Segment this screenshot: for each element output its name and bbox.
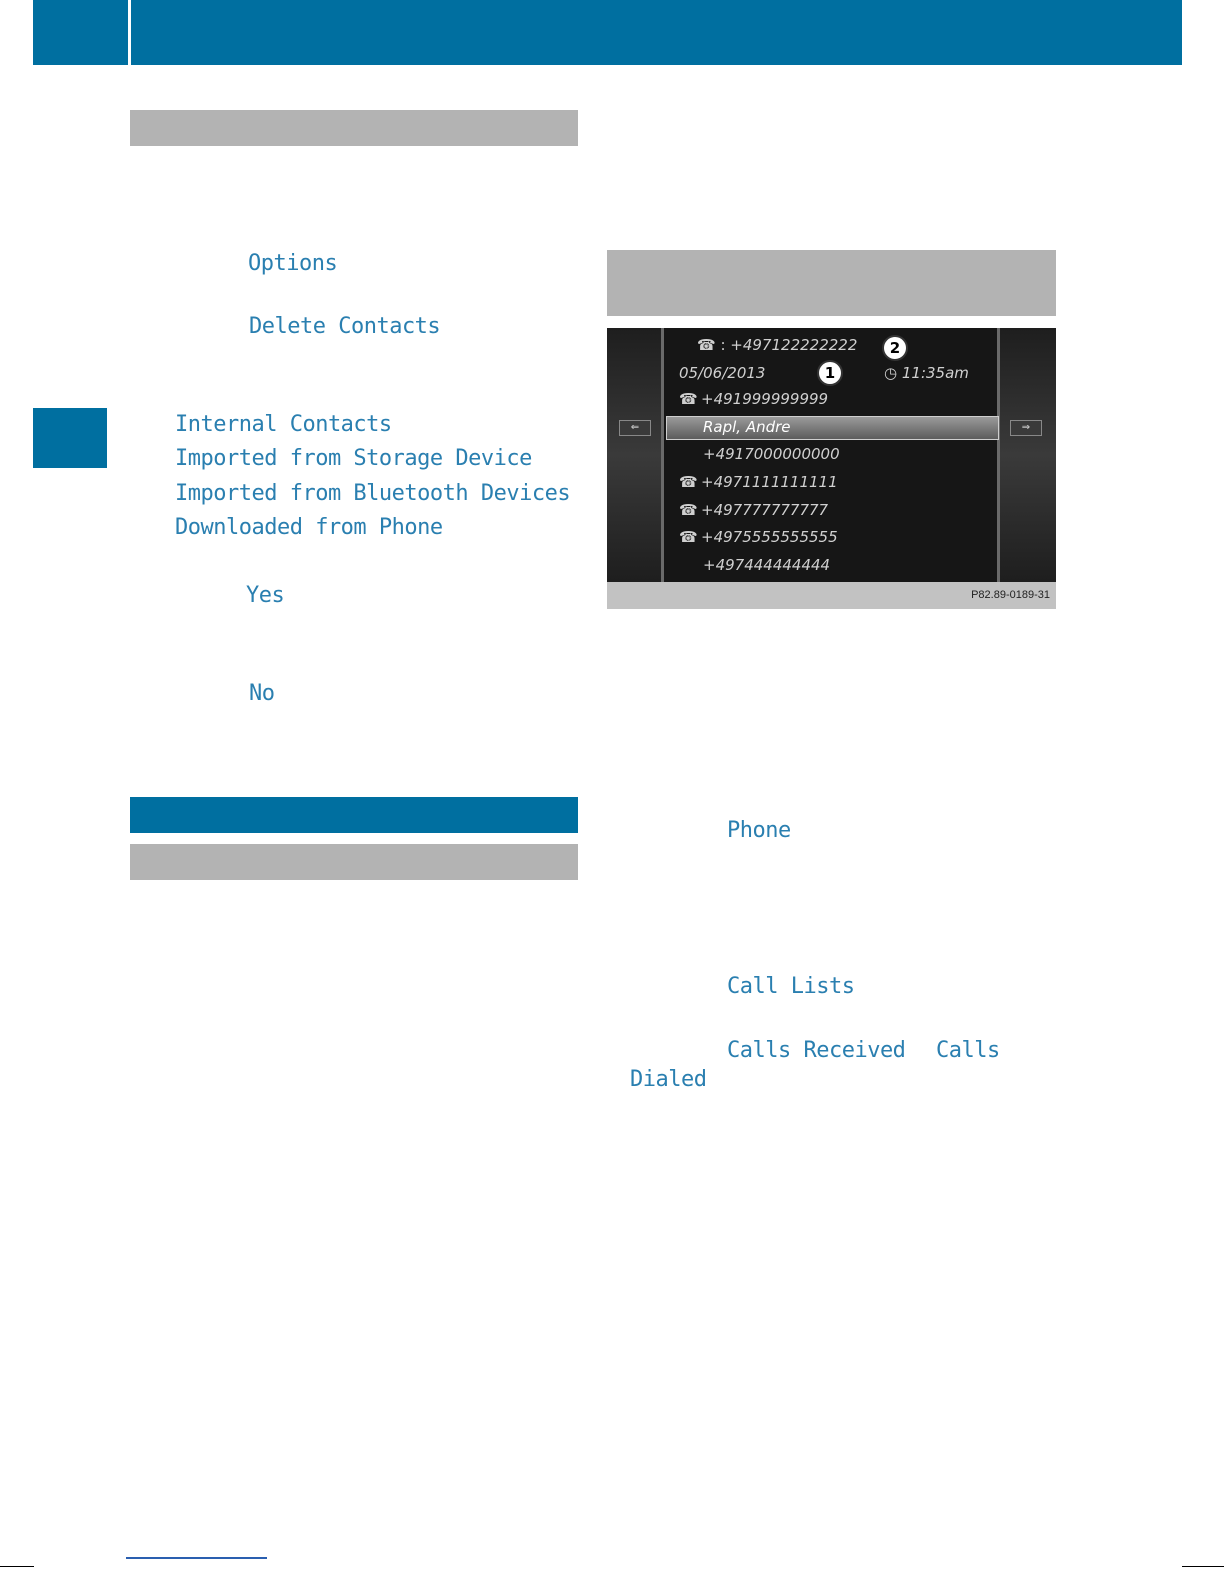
call-row-selected xyxy=(703,418,791,436)
callout-2: 2 xyxy=(882,335,908,361)
phone-symbol-icon: ☎ : xyxy=(697,336,731,354)
call-icon: ☎ xyxy=(679,528,698,546)
menu-item-no: No xyxy=(249,681,275,706)
screen-divider-left xyxy=(661,328,664,582)
back-icon: ⇐ xyxy=(619,420,651,436)
menu-item-yes: Yes xyxy=(246,583,285,608)
menu-item-imported-storage: Imported from Storage Device xyxy=(175,446,532,471)
date-text: 05/06/2013 xyxy=(679,364,766,382)
screen-left-panel xyxy=(607,328,661,582)
call-icon: ☎ xyxy=(679,501,698,519)
call-row-text: Rapl, Andre xyxy=(703,418,791,436)
menu-item-call-lists: Call Lists xyxy=(727,974,855,999)
time-line xyxy=(884,364,969,382)
forward-icon: ⇒ xyxy=(1010,420,1042,436)
crop-mark-left xyxy=(0,1566,34,1567)
header-bar-left xyxy=(33,0,128,65)
call-row-text: +491999999999 xyxy=(701,390,829,408)
menu-item-delete-contacts: Delete Contacts xyxy=(249,314,441,339)
crop-mark-right xyxy=(1182,1566,1224,1567)
header-bar xyxy=(131,0,1182,65)
image-code: P82.89-0189-31 xyxy=(971,589,1050,601)
call-row-text: +497777777777 xyxy=(701,501,829,519)
screen-divider-right xyxy=(997,328,1000,582)
call-icon: ☎ xyxy=(679,390,698,408)
call-row-text: +4975555555555 xyxy=(701,528,838,546)
figure-heading-bar xyxy=(607,250,1056,316)
section-heading-bar xyxy=(130,110,578,146)
chapter-heading-bar xyxy=(130,797,578,833)
call-icon: ☎ xyxy=(679,473,698,491)
menu-item-dialed: Dialed xyxy=(630,1067,707,1092)
menu-item-internal-contacts: Internal Contacts xyxy=(175,412,392,437)
call-row xyxy=(679,501,828,519)
call-row xyxy=(679,528,838,546)
call-list-screenshot xyxy=(607,328,1056,582)
menu-item-options: Options xyxy=(248,251,338,276)
clock-icon: ◷ xyxy=(884,364,902,382)
section-heading-bar-2 xyxy=(130,844,578,880)
call-row xyxy=(679,473,838,491)
call-row xyxy=(679,390,828,408)
call-row xyxy=(703,445,840,463)
date-line xyxy=(679,364,765,382)
image-caption-bar xyxy=(607,582,1056,609)
time-text: 11:35am xyxy=(901,364,969,382)
menu-item-imported-bluetooth: Imported from Bluetooth Devices xyxy=(175,481,571,506)
menu-item-phone: Phone xyxy=(727,818,791,843)
footer-link-underline xyxy=(126,1557,267,1559)
menu-item-downloaded-phone: Downloaded from Phone xyxy=(175,515,443,540)
call-row xyxy=(703,556,830,574)
number-line xyxy=(697,336,857,354)
menu-item-calls: Calls xyxy=(936,1038,1000,1063)
number-line-text: +497122222222 xyxy=(730,336,858,354)
menu-item-calls-received: Calls Received xyxy=(727,1038,906,1063)
call-row-text: +4971111111111 xyxy=(701,473,838,491)
call-row-text: +4917000000000 xyxy=(703,445,840,463)
chapter-tab xyxy=(33,408,107,468)
callout-1: 1 xyxy=(817,360,843,386)
screen-right-panel xyxy=(1000,328,1056,582)
call-row-text: +497444444444 xyxy=(703,556,831,574)
